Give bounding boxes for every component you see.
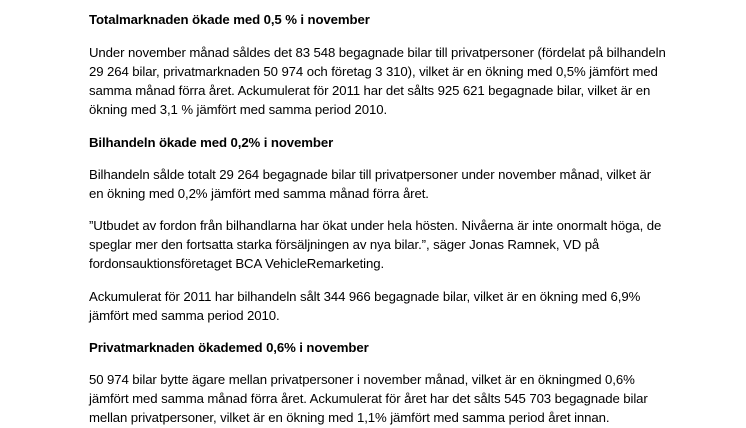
- section-heading-dealer-market: Bilhandeln ökade med 0,2% i november: [89, 135, 334, 150]
- section-heading-private-market: Privatmarknaden ökademed 0,6% i november: [89, 340, 369, 355]
- quote-line: speglar mer den fortsatta starka försäljningen av nya bilar.”, säger Jonas Ramnek, VD på: [89, 237, 600, 252]
- paragraph-line: Ackumulerat för 2011 har bilhandeln sålt 344 966 begagnade bilar, vilket är en ökning med 6,9%: [89, 289, 641, 304]
- paragraph-line: en ökning med 0,2% jämfört med samma månad förra året.: [89, 186, 429, 201]
- paragraph-line: Under november månad såldes det 83 548 begagnade bilar till privatpersoner (fördelat på bilhandeln: [89, 45, 666, 60]
- quote-line: fordonsauktionsföretaget BCA VehicleRemarketing.: [89, 256, 385, 271]
- quote-line: ”Utbudet av fordon från bilhandlarna har ökat under hela hösten. Nivåerna är inte onormalt höga, de: [89, 218, 662, 233]
- paragraph-line: 29 264 bilar, privatmarknaden 50 974 och företag 3 310), vilket är en ökning med 0,5% jämfört med: [89, 64, 658, 79]
- section-heading-total-market: Totalmarknaden ökade med 0,5 % i november: [89, 12, 370, 27]
- paragraph-line: 50 974 bilar bytte ägare mellan privatpersoner i november månad, vilket är en ökningmed 0,6%: [89, 372, 635, 387]
- paragraph-line: jämfört med samma period 2010.: [89, 308, 280, 323]
- paragraph-line: ökning med 3,1 % jämfört med samma period 2010.: [89, 102, 388, 117]
- paragraph-line: jämfört med samma månad förra året. Ackumulerat för året har det sålts 545 703 begagnade bilar: [89, 391, 648, 406]
- paragraph-line: mellan privatpersoner, vilket är en ökning med 1,1% jämfört med samma period året innan.: [89, 410, 610, 425]
- paragraph-line: Bilhandeln sålde totalt 29 264 begagnade bilar till privatpersoner under november månad, vilket är: [89, 167, 652, 182]
- paragraph-line: samma månad förra året. Ackumulerat för 2011 har det sålts 925 621 begagnade bilar, vilket är en: [89, 83, 651, 98]
